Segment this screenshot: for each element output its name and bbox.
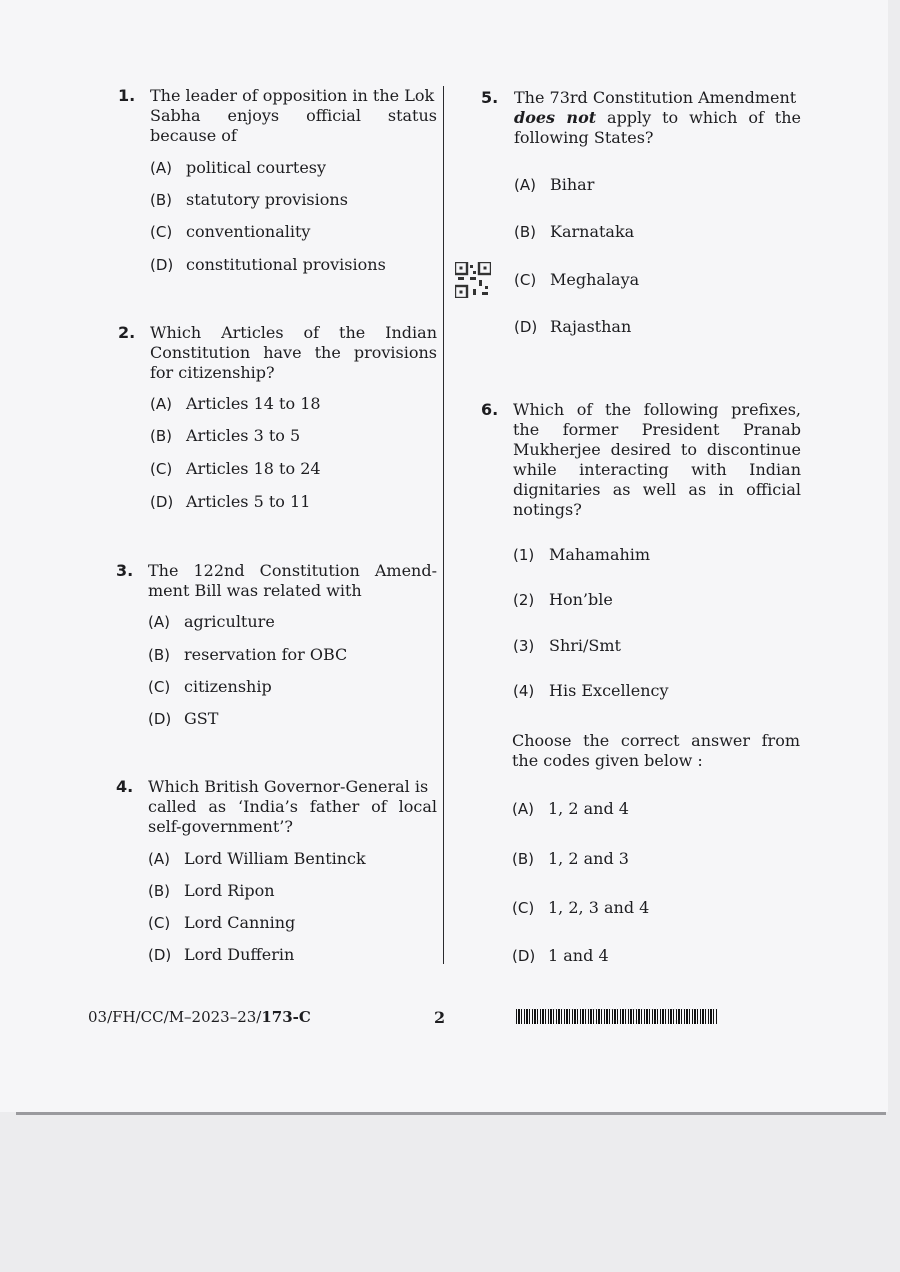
list-item-3: (3) Shri/Smt bbox=[513, 636, 621, 655]
option-a: (A) Lord William Bentinck bbox=[148, 849, 366, 868]
question-text-line: The 122nd Constitution Amend- bbox=[148, 561, 437, 580]
list-item-2: (2) Hon’ble bbox=[513, 590, 613, 609]
option-a: (A) Articles 14 to 18 bbox=[150, 394, 321, 413]
question-text-line: while interacting with Indian bbox=[513, 460, 801, 479]
option-b: (B) Lord Ripon bbox=[148, 881, 275, 900]
question-text-line: The 73rd Constitution Amendment bbox=[514, 88, 797, 107]
qr-code-icon bbox=[455, 262, 491, 298]
question-text-line: The leader of opposition in the Lok bbox=[150, 86, 435, 105]
question-text-line: following States? bbox=[514, 128, 654, 147]
question-number: 5. bbox=[481, 88, 499, 107]
option-b: (B) reservation for OBC bbox=[148, 645, 348, 664]
option-a: (A) Bihar bbox=[514, 175, 595, 194]
option-b: (B) Karnataka bbox=[514, 222, 635, 241]
emphasis: does not bbox=[514, 108, 597, 127]
question-text-line: because of bbox=[150, 126, 237, 145]
option-c: (C) Lord Canning bbox=[148, 913, 296, 932]
list-item-1: (1) Mahamahim bbox=[513, 545, 651, 564]
option-c: (C) conventionality bbox=[150, 222, 311, 241]
page-edge bbox=[16, 1112, 886, 1115]
option-b: (B) statutory provisions bbox=[150, 190, 348, 209]
option-d: (D) constitutional provisions bbox=[150, 255, 386, 274]
option-a: (A) agriculture bbox=[148, 612, 275, 631]
question-text-line: dignitaries as well as in official bbox=[513, 480, 801, 499]
list-item-4: (4) His Excellency bbox=[513, 681, 669, 700]
question-text-line: Which Articles of the Indian bbox=[150, 323, 437, 342]
paper-code: 03/FH/CC/M–2023–23/173-C bbox=[88, 1008, 311, 1026]
question-number: 2. bbox=[118, 323, 136, 342]
option-d: (D) GST bbox=[148, 709, 219, 728]
instruction-text: Choose the correct answer from the codes given below : bbox=[512, 731, 800, 770]
question-text-line: for citizenship? bbox=[150, 363, 275, 382]
option-a: (A) 1, 2 and 4 bbox=[512, 799, 629, 818]
question-text-line: notings? bbox=[513, 500, 582, 519]
option-d: (D) Rajasthan bbox=[514, 317, 632, 336]
column-divider bbox=[443, 86, 444, 964]
option-c: (C) 1, 2, 3 and 4 bbox=[512, 898, 650, 917]
question-text-line: Sabha enjoys official status bbox=[150, 106, 437, 125]
option-b: (B) 1, 2 and 3 bbox=[512, 849, 629, 868]
question-text-line: Constitution have the provisions bbox=[150, 343, 437, 362]
question-text-line: called as ‘India’s father of local bbox=[148, 797, 437, 816]
option-d: (D) Articles 5 to 11 bbox=[150, 492, 311, 511]
question-text-line: Which British Governor-General is bbox=[148, 777, 429, 796]
question-text-line: Which of the following prefixes, bbox=[513, 400, 801, 419]
question-number: 3. bbox=[116, 561, 134, 580]
question-text-line: self-government’? bbox=[148, 817, 293, 836]
option-c: (C) citizenship bbox=[148, 677, 272, 696]
question-text-line: the former President Pranab bbox=[513, 420, 801, 439]
option-a: (A) political courtesy bbox=[150, 158, 327, 177]
question-number: 6. bbox=[481, 400, 499, 419]
question-text-line: ment Bill was related with bbox=[148, 581, 362, 600]
option-c: (C) Meghalaya bbox=[514, 270, 640, 289]
barcode bbox=[516, 1009, 718, 1024]
question-number: 4. bbox=[116, 777, 134, 796]
option-c: (C) Articles 18 to 24 bbox=[150, 459, 321, 478]
option-d: (D) 1 and 4 bbox=[512, 946, 609, 965]
question-text-line: Mukherjee desired to discontinue bbox=[513, 440, 801, 459]
question-number: 1. bbox=[118, 86, 136, 105]
option-b: (B) Articles 3 to 5 bbox=[150, 426, 301, 445]
page-number: 2 bbox=[434, 1008, 446, 1027]
option-d: (D) Lord Dufferin bbox=[148, 945, 295, 964]
question-text-line: does not apply to which of the bbox=[514, 108, 801, 127]
